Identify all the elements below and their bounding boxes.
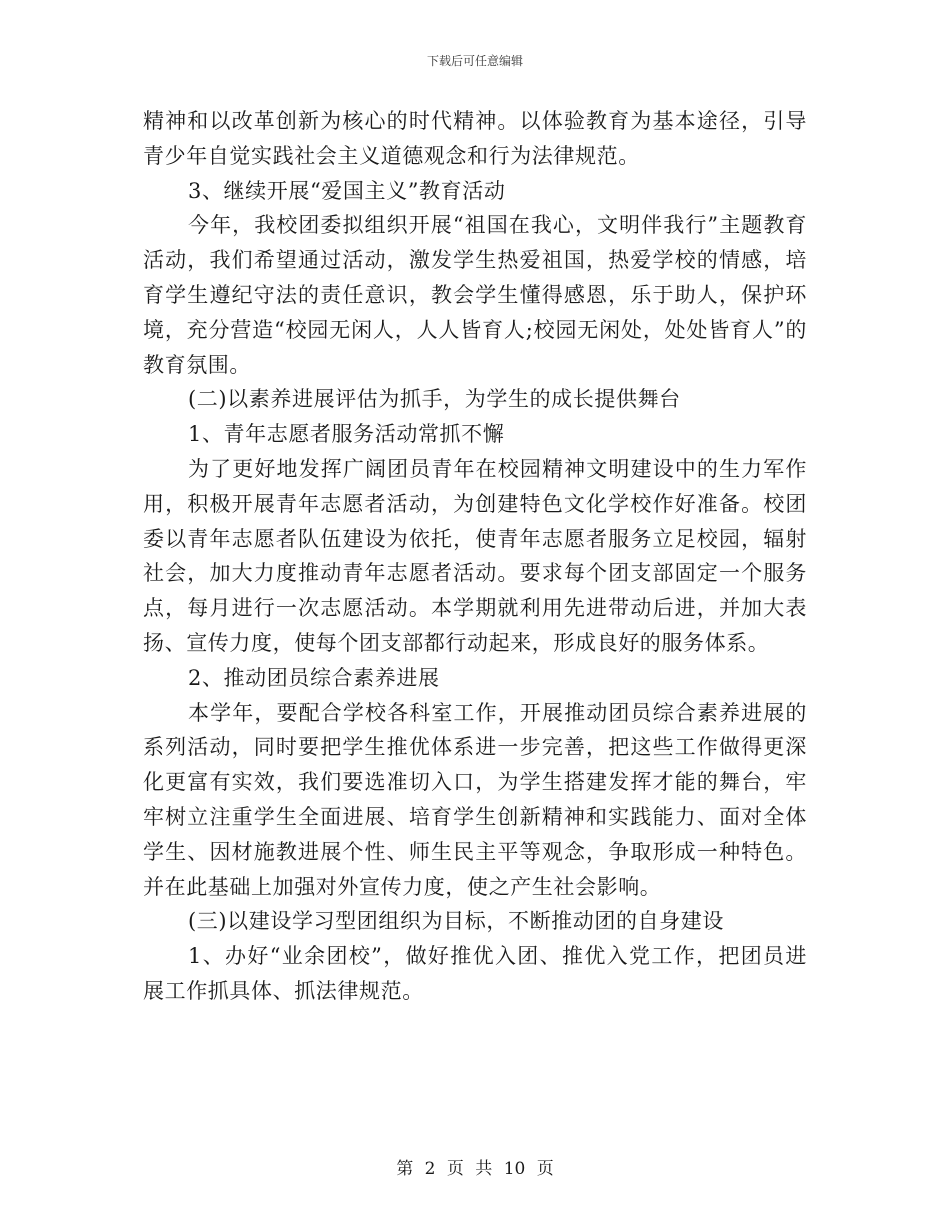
document-body <box>143 104 807 1009</box>
paragraph-3: 为了更好地发挥广阔团员青年在校园精神文明建设中的生力军作用，积极开展青年志愿者活动，为创建特色文化学校作好准备。校团委以青年志愿者队伍建设为依托，使青年志愿者服务立足校园，辐射社会，加大力度推动青年志愿者活动。要求每个团支部固定一个服务点，每月进行一次志愿活动。本学期就利用先进带动后进，并加大表扬、宣传力度，使每个团支部都行动起来，形成良好的服务体系。 <box>143 456 807 655</box>
paragraph-4: 本学年，要配合学校各科室工作，开展推动团员综合素养进展的系列活动，同时要把学生推优体系进一步完善，把这些工作做得更深化更富有实效，我们要选准切入口，为学生搭建发挥才能的舞台，牢牢树立注重学生全面进展、培育学生创新精神和实践能力、面对全体学生、因材施教进展个性、师生民主平等观念，争取形成一种特色。并在此基础上加强对外宣传力度，使之产生社会影响。 <box>143 700 807 899</box>
paragraph-5: 1、办好“业余团校”，做好推优入团、推优入党工作，把团员进展工作抓具体、抓法律规范。 <box>143 944 807 1003</box>
heading-member-development: 2、推动团员综合素养进展 <box>188 665 440 690</box>
page-header: 下载后可任意编辑 <box>426 54 523 68</box>
page-number-footer: 第 2 页 共 10 页 <box>396 1159 554 1179</box>
heading-section-two: (二)以素养进展评估为抓手，为学生的成长提供舞台 <box>188 387 681 412</box>
heading-volunteer-service: 1、青年志愿者服务活动常抓不懈 <box>188 422 505 447</box>
heading-patriotism-education: 3、继续开展“爱国主义”教育活动 <box>188 178 506 203</box>
paragraph-1: 精神和以改革创新为核心的时代精神。以体验教育为基本途径，引导青少年自觉实践社会主义道德观念和行为法律规范。 <box>143 109 807 168</box>
paragraph-2: 今年，我校团委拟组织开展“祖国在我心，文明伴我行”主题教育活动，我们希望通过活动，激发学生热爱祖国，热爱学校的情感，培育学生遵纪守法的责任意识，教会学生懂得感恩，乐于助人，保护环境，充分营造“校园无闲人，人人皆育人;校园无闲处，处处皆育人”的教育氛围。 <box>143 213 807 377</box>
heading-section-three: (三)以建设学习型团组织为目标，不断推动团的自身建设 <box>188 909 724 934</box>
